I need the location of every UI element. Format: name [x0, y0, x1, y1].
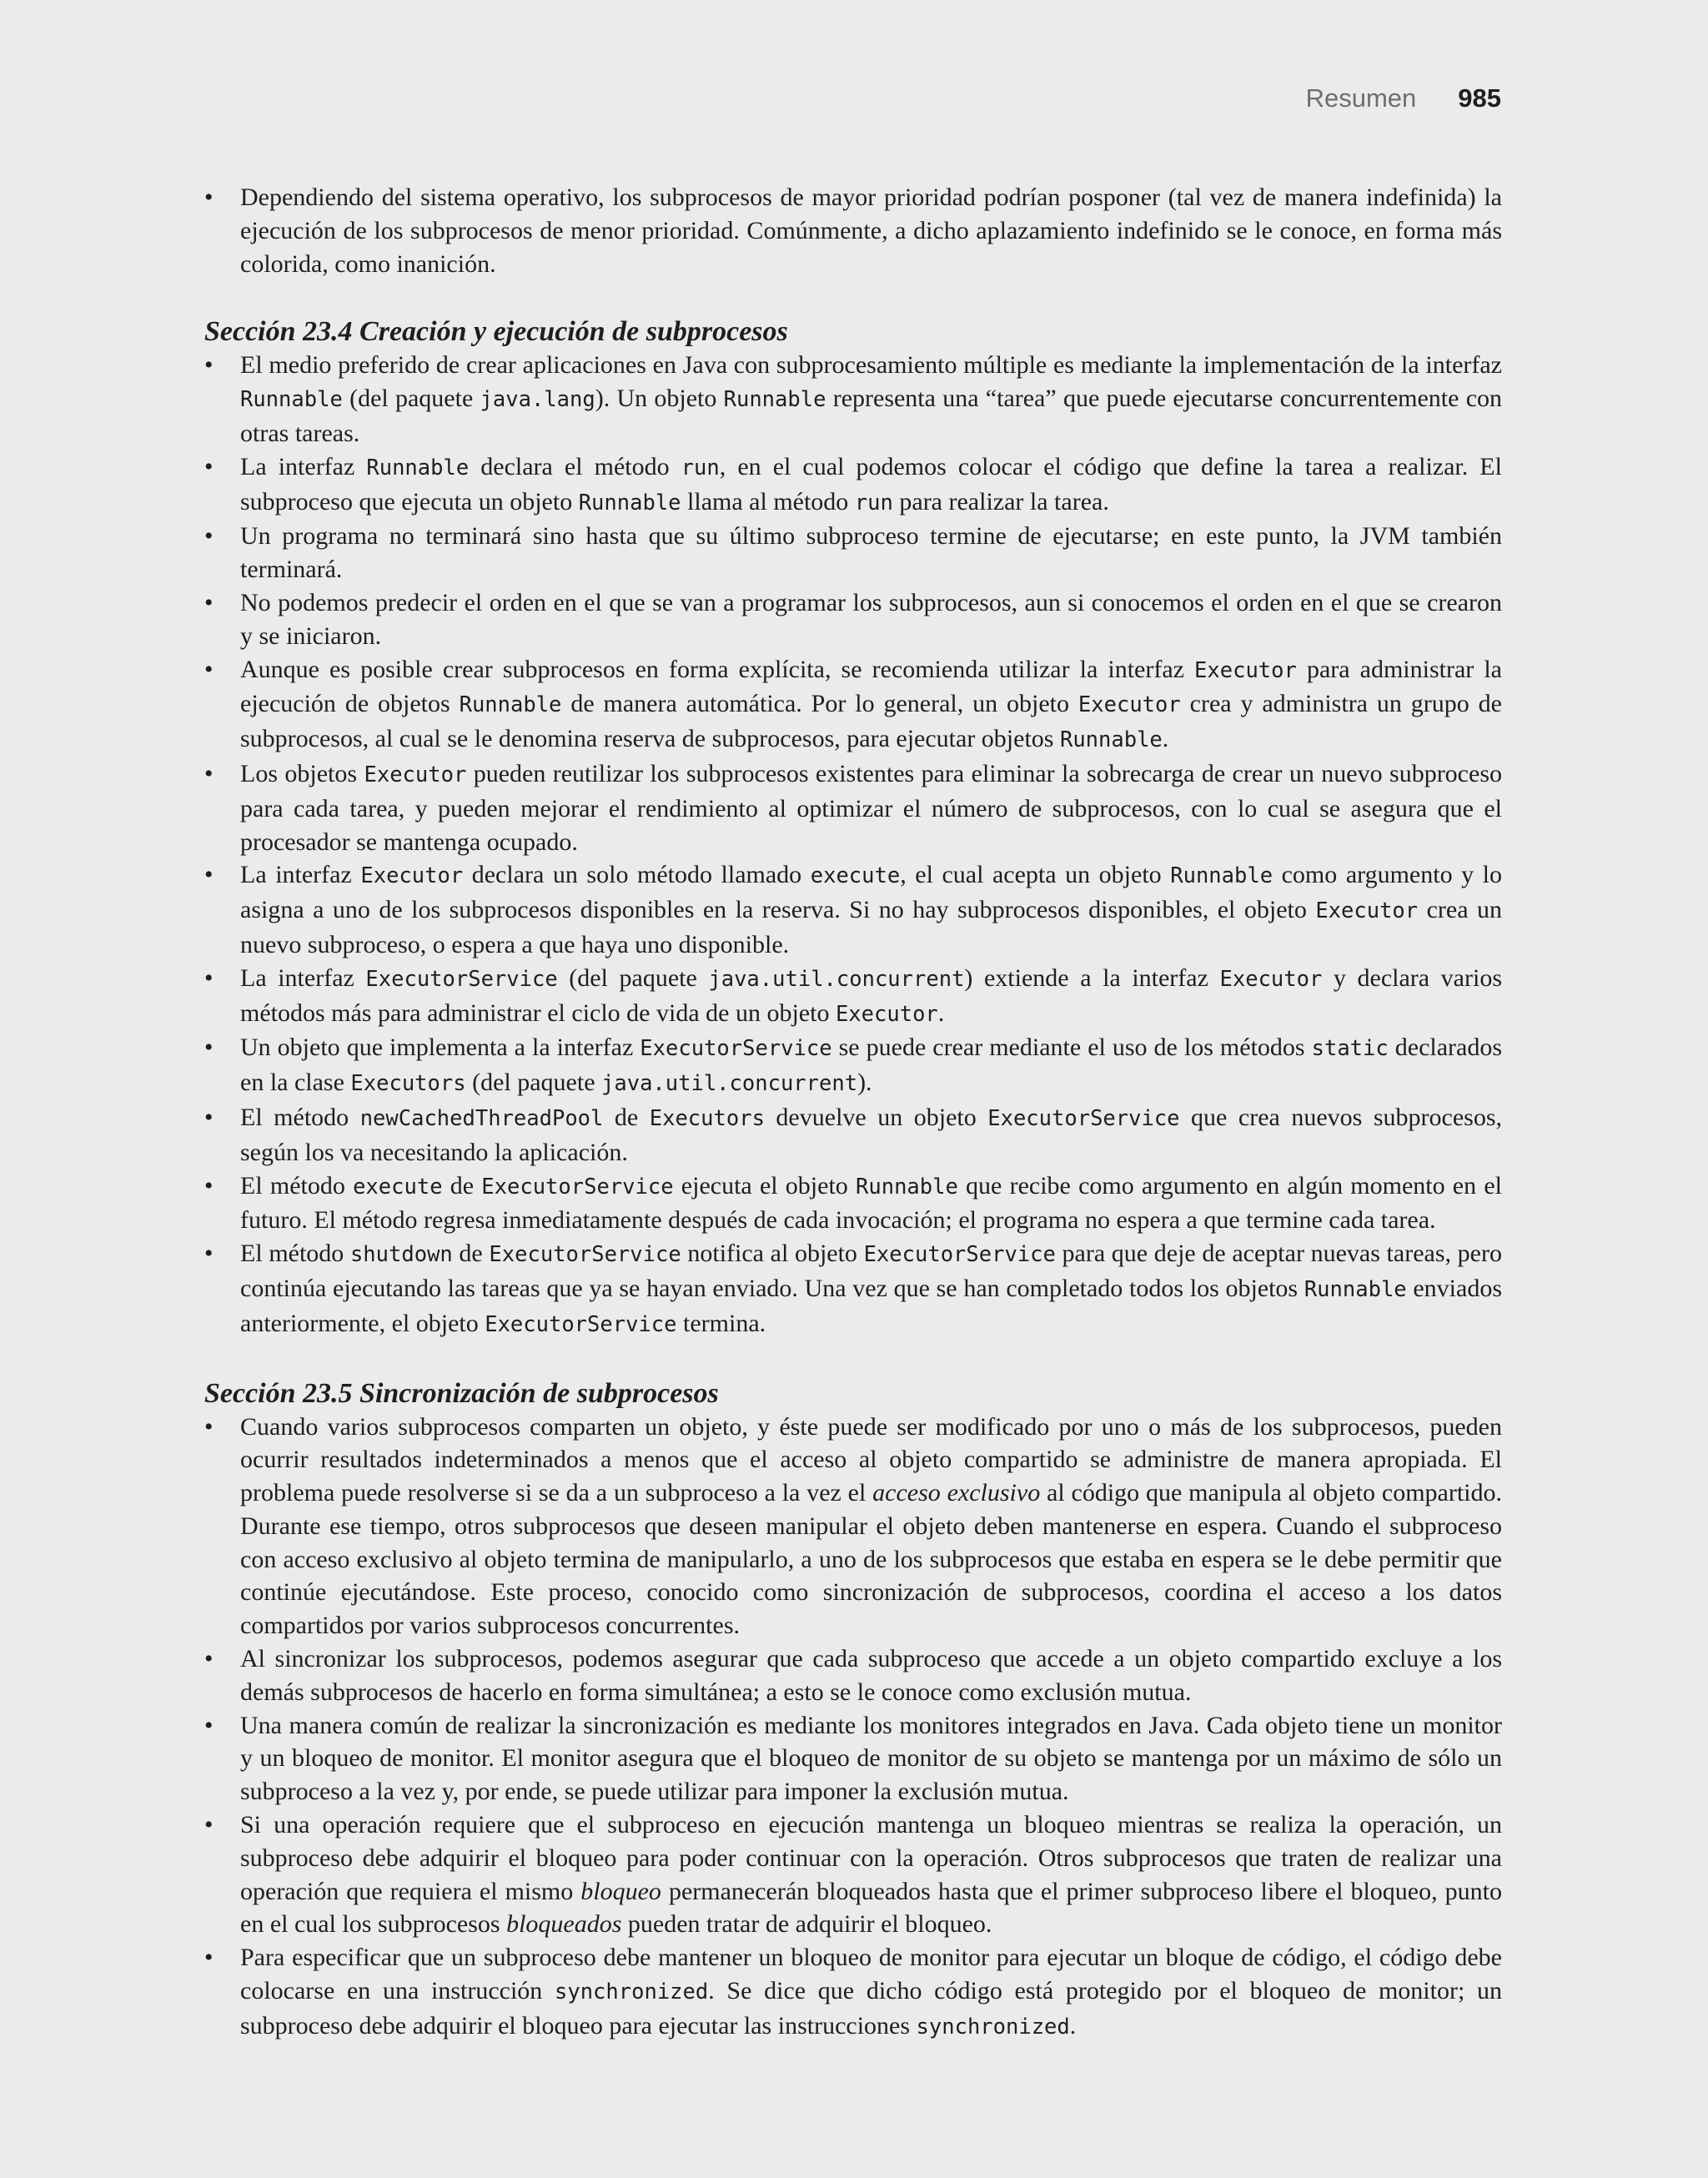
code-term: Runnable — [856, 1174, 958, 1200]
emphasis-text: acceso exclusivo — [872, 1479, 1041, 1507]
code-term: ExecutorService — [481, 1174, 674, 1200]
bullet-text: , en el cual podemos colocar el código que define la tarea a realizar. El subproceso que ejecuta un objeto — [240, 452, 1502, 516]
code-term: execute — [810, 863, 901, 889]
code-term: java.util.concurrent — [708, 966, 965, 992]
bullet-text: termina. — [676, 1309, 766, 1337]
emphasis-text: bloqueados — [506, 1910, 622, 1939]
bullet-text: para que deje de aceptar nuevas tareas, pero continúa ejecutando las tareas que ya se hayan enviado. Una vez que se han completado todos los objetos — [240, 1240, 1502, 1302]
bullet-text: devuelve un objeto — [764, 1103, 988, 1131]
bullet-text: La interfaz — [240, 861, 361, 889]
bullet-item — [204, 1808, 1502, 1941]
bullet-text: enviados anteriormente, el objeto — [240, 1274, 1503, 1337]
bullet-text: La interfaz — [240, 963, 366, 992]
bullet-text: Un programa no terminará sino hasta que su último subproceso termine de ejecutarse; en este punto, la JVM también terminará. — [240, 522, 1502, 584]
bullet-text: ejecuta el objeto — [673, 1171, 857, 1200]
bullet-text: representa una “tarea” que puede ejecutarse concurrentemente con otras tareas. — [240, 385, 1503, 447]
bullet-item — [204, 1709, 1502, 1808]
bullet-text: (del paquete — [465, 1069, 602, 1097]
bullet-text: . — [937, 998, 945, 1027]
bullet-text: Al sincronizar los subprocesos, podemos asegurar que cada subproceso que accede a un objeto compartido excluye a los demás subprocesos de hacerlo en forma simultánea; a esto se le conoce como exclusión mutua. — [240, 1645, 1502, 1706]
code-term: ExecutorService — [485, 1311, 677, 1337]
code-term: Runnable — [1304, 1276, 1407, 1302]
code-term: Executor — [364, 762, 467, 787]
code-term: ExecutorService — [863, 1242, 1056, 1268]
intro-list — [204, 181, 1502, 280]
code-term: newCachedThreadPool — [359, 1105, 604, 1131]
code-term: synchronized — [916, 2014, 1070, 2040]
bullet-item — [204, 1031, 1502, 1101]
bullet-text: al código que manipula al objeto compartido. Durante ese tiempo, otros subprocesos que deseen manipular el objeto deben mantenerse en espera. Cuando el subproceso con acceso exclusivo al objeto termina de manipularlo, a uno de los subprocesos que estaba en espera se le debe permitir que continúe ejecutándose. Este proceso, conocido como sincronización de subprocesos, coordina el acceso a los datos compartidos por varios subprocesos concurrentes. — [240, 1479, 1503, 1640]
running-head-section: Resumen — [1305, 83, 1417, 113]
bullet-text: Una manera común de realizar la sincronización es mediante los monitores integrados en Java. Cada objeto tiene un monitor y un bloqueo de monitor. El monitor asegura que el bloqueo de monitor de su objeto se mantenga por un máximo de sólo un subproceso a la vez y, por ende, se puede utilizar para imponer la exclusión mutua. — [240, 1711, 1502, 1806]
section-23-4-heading: Sección 23.4 Creación y ejecución de subprocesos — [204, 316, 788, 348]
bullet-item — [204, 1237, 1502, 1341]
bullet-text: que recibe como argumento en algún momento en el futuro. El método regresa inmediatamente después de cada invocación; el programa no espera a que termine cada tarea. — [240, 1171, 1502, 1235]
bullet-text: se puede crear mediante el uso de los métodos — [831, 1034, 1312, 1062]
bullet-item — [204, 1169, 1502, 1238]
bullet-text: declarados en la clase — [240, 1034, 1503, 1097]
bullet-text: de — [442, 1171, 482, 1200]
code-term: Executor — [1315, 898, 1419, 924]
bullet-item — [204, 858, 1502, 961]
code-term: static — [1311, 1036, 1389, 1062]
bullet-text: permanecerán bloqueados hasta que el primer subproceso libere el bloqueo, punto en el cual los subprocesos — [240, 1877, 1502, 1939]
bullet-item — [204, 450, 1502, 521]
bullet-text: como argumento y lo asigna a uno de los subprocesos disponibles en la reserva. Si no hay subprocesos disponibles, el objeto — [240, 861, 1503, 924]
code-term: Runnable — [578, 490, 681, 516]
bullet-text: , el cual acepta un objeto — [900, 861, 1171, 889]
bullet-text: . — [1069, 2011, 1077, 2040]
code-term: Runnable — [1170, 863, 1273, 889]
code-term: Executor — [1194, 657, 1297, 683]
code-term: Executors — [649, 1105, 765, 1131]
bullet-item — [204, 349, 1502, 450]
bullet-text: para realizar la tarea. — [892, 487, 1109, 516]
bullet-text: Para especificar que un subproceso debe mantener un bloqueo de monitor para ejecutar un bloque de código, el código debe colocarse en una instrucción — [240, 1944, 1502, 2005]
section-23-4-list — [204, 349, 1502, 1341]
code-term: run — [681, 455, 720, 480]
code-term: Executor — [1219, 966, 1323, 992]
bullet-text: No podemos predecir el orden en el que se van a programar los subprocesos, aun si conocemos el orden en el que se crearon y se iniciaron. — [240, 588, 1502, 650]
bullet-text: El método — [240, 1171, 354, 1200]
bullet-text: Cuando varios subprocesos comparten un objeto, y éste puede ser modificado por uno o más de los subprocesos, pueden ocurrir resultados indeterminados a menos que el acceso al objeto compartido se administre de manera apropiada. El problema puede resolverse si se da a un subproceso a la vez el — [240, 1412, 1502, 1507]
bullet-text: (del paquete — [557, 963, 709, 992]
bullet-text: (del paquete — [342, 385, 480, 413]
code-term: java.lang — [480, 387, 595, 413]
code-term: execute — [353, 1174, 443, 1200]
bullet-text: llama al método — [681, 487, 855, 516]
bullet-item — [204, 1642, 1502, 1709]
running-head — [1306, 83, 1501, 117]
bullet-item — [204, 757, 1502, 858]
bullet-text: pueden reutilizar los subprocesos existentes para eliminar la sobrecarga de crear un nuevo subproceso para cada tarea, y pueden mejorar el rendimiento al optimizar el número de subprocesos, con lo cual se asegura que el procesador se mantenga ocupado. — [240, 759, 1502, 856]
bullet-text: y declara varios métodos más para administrar el ciclo de vida de un objeto — [240, 963, 1502, 1027]
code-term: Runnable — [459, 692, 562, 718]
code-term: synchronized — [555, 1979, 709, 2005]
bullet-item — [204, 653, 1502, 757]
bullet-text: crea un nuevo subproceso, o espera a que haya uno disponible. — [240, 896, 1503, 958]
bullet-text: ). Un objeto — [595, 385, 724, 413]
bullet-text: de — [603, 1103, 650, 1131]
bullet-text: crea y administra un grupo de subprocesos, al cual se le denomina reserva de subprocesos, para ejecutar objetos — [240, 690, 1502, 753]
code-term: Runnable — [723, 387, 826, 413]
bullet-text: Un objeto que implementa a la interfaz — [240, 1034, 640, 1062]
bullet-item — [204, 1941, 1502, 2044]
bullet-item — [204, 962, 1502, 1032]
bullet-text: El medio preferido de crear aplicaciones en Java con subprocesamiento múltiple es mediante la implementación de la interfaz — [240, 351, 1502, 380]
bullet-text: . — [1162, 725, 1169, 753]
bullet-text: que crea nuevos subprocesos, según los va necesitando la aplicación. — [240, 1103, 1502, 1166]
code-term: ExecutorService — [489, 1242, 681, 1268]
bullet-text: ). — [857, 1069, 872, 1097]
code-term: Runnable — [240, 387, 343, 413]
bullet-item — [204, 1411, 1502, 1643]
code-term: run — [854, 490, 893, 516]
emphasis-text: bloqueo — [580, 1877, 661, 1905]
page-number: 985 — [1458, 83, 1501, 113]
code-term: Executor — [835, 1001, 938, 1027]
code-term: java.util.concurrent — [601, 1071, 858, 1097]
code-term: ExecutorService — [640, 1036, 832, 1062]
bullet-text: declara el método — [469, 452, 681, 480]
code-term: ExecutorService — [365, 966, 558, 992]
bullet-text: Los objetos — [240, 759, 364, 787]
bullet-text: El método — [240, 1103, 360, 1131]
code-term: Runnable — [366, 455, 470, 480]
bullet-text: . Se dice que dicho código está protegido por el bloqueo de monitor; un subproceso debe adquirir el bloqueo para ejecutar las instrucciones — [240, 1977, 1502, 2040]
bullet-text: pueden tratar de adquirir el bloqueo. — [621, 1910, 992, 1939]
bullet-text: Si una operación requiere que el subproceso en ejecución mantenga un bloqueo mientras se realiza la operación, un subproceso debe adquirir el bloqueo para poder continuar con la operación. Otros subprocesos que traten de realizar una operación que requiera el mismo — [240, 1811, 1502, 1905]
code-term: ExecutorService — [987, 1105, 1180, 1131]
section-23-5-heading: Sección 23.5 Sincronización de subprocesos — [204, 1377, 719, 1409]
bullet-text: de manera automática. Por lo general, un objeto — [561, 690, 1078, 718]
bullet-item — [204, 520, 1502, 586]
bullet-text: La interfaz — [240, 452, 367, 480]
bullet-text: notifica al objeto — [681, 1240, 864, 1268]
bullet-text: de — [452, 1240, 490, 1268]
code-term: Runnable — [1059, 727, 1163, 753]
code-term: Executor — [1078, 692, 1181, 718]
bullet-text: Aunque es posible crear subprocesos en forma explícita, se recomienda utilizar la interfaz — [240, 655, 1195, 683]
bullet-text: El método — [240, 1240, 350, 1268]
code-term: Executors — [350, 1071, 466, 1097]
intro-bullet: • Dependiendo del sistema operativo, los subprocesos de mayor prioridad podrían posponer (tal vez de manera indefinida) la ejecución de los subprocesos de menor prioridad. Comúnmente, a dicho aplazamiento indefinido se le conoce, en forma más colorida, como inanición. — [204, 181, 1502, 280]
bullet-item — [204, 586, 1502, 653]
code-term: shutdown — [349, 1242, 453, 1268]
bullet-text: para administrar la ejecución de objetos — [240, 655, 1502, 718]
page-content — [204, 181, 1502, 2045]
bullet-text: ) extiende a la interfaz — [964, 963, 1220, 992]
section-23-5-list — [204, 1411, 1502, 2045]
bullet-item — [204, 1101, 1502, 1169]
code-term: Executor — [360, 863, 464, 889]
bullet-text: declara un solo método llamado — [463, 861, 811, 889]
